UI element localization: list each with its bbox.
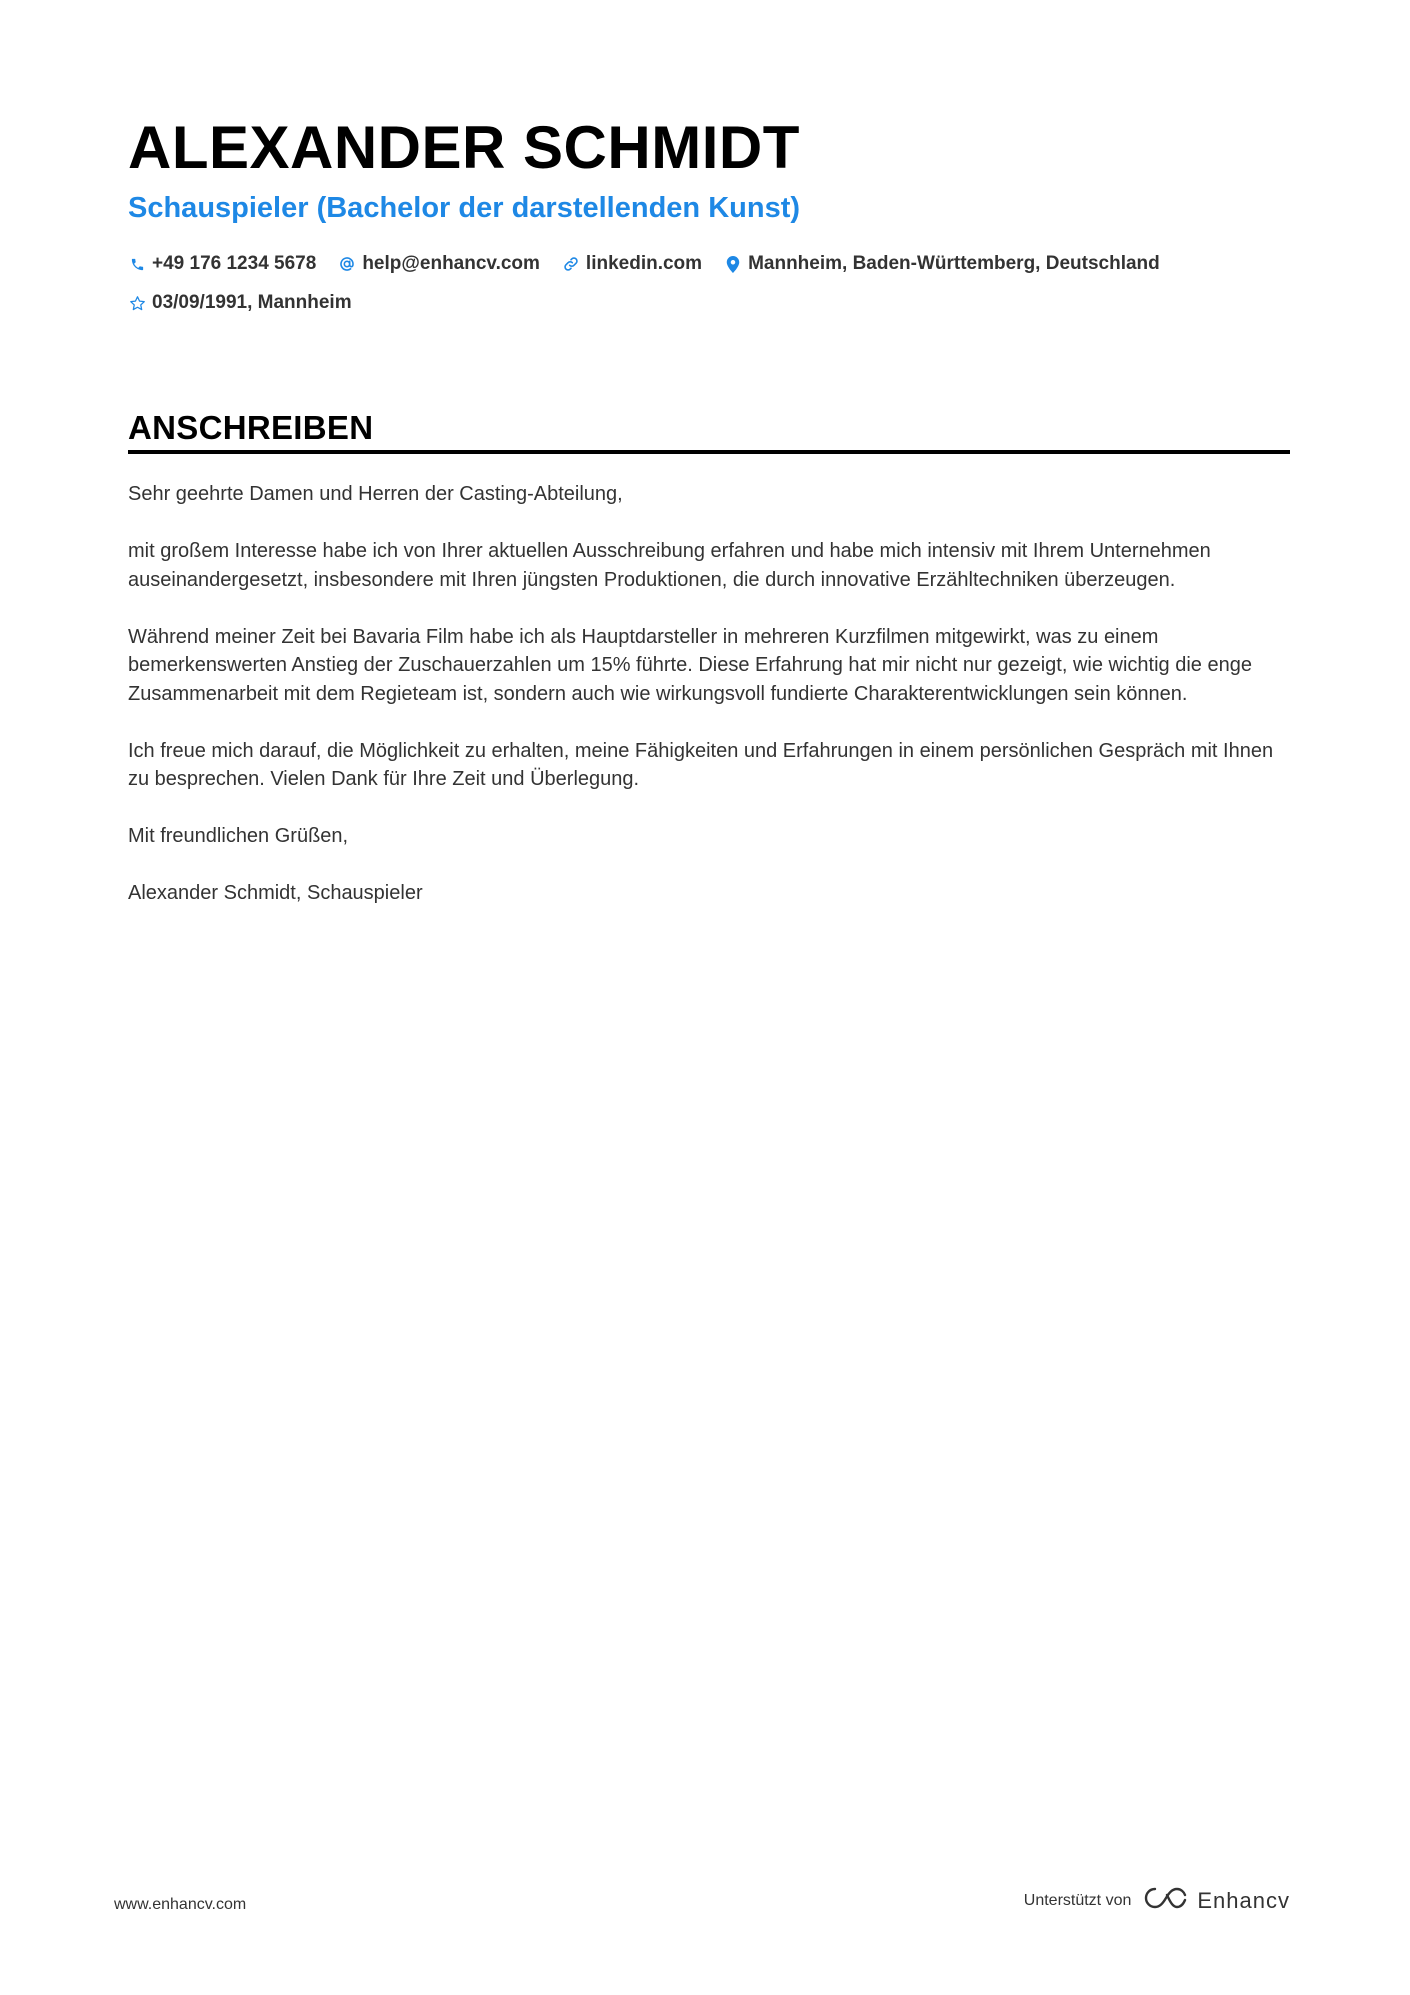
letter-paragraph: Während meiner Zeit bei Bavaria Film habe ich als Hauptdarsteller in mehreren Kurzfilmen mitgewirkt, was zu einem bemerkenswerten Anstieg der Zuschauerzahlen um 15% führte. Diese Erfahrung hat mir nicht nur gezeigt, wie wichtig die enge Zusammenarbeit mit dem Regieteam ist, sondern auch wie wirkungsvoll fundierte Charakterentwicklungen sein können. — [128, 625, 1252, 705]
applicant-title: Schauspieler (Bachelor der darstellenden Kunst) — [128, 192, 801, 224]
applicant-name: ALEXANDER SCHMIDT — [128, 114, 800, 181]
powered-by-label: Unterstützt von — [1023, 1891, 1132, 1909]
contact-phone-text: +49 176 1234 5678 — [152, 253, 317, 274]
footer-website[interactable]: www.enhancv.com — [114, 1896, 247, 1913]
contact-location — [724, 253, 1160, 275]
location-pin-icon — [724, 255, 742, 273]
letter-body — [128, 480, 1290, 936]
contact-row-secondary — [128, 292, 374, 314]
contact-birth — [128, 292, 352, 314]
section-title: ANSCHREIBEN — [128, 409, 374, 446]
enhancv-brand: Enhancv — [1197, 1887, 1290, 1913]
footer-powered-by — [1024, 1885, 1290, 1916]
star-icon — [128, 294, 146, 312]
letter-paragraph: mit großem Interesse habe ich von Ihrer aktuellen Ausschreibung erfahren und habe mich intensiv mit Ihrem Unternehmen auseinandergesetzt, insbesondere mit Ihren jüngsten Produktionen, die durch innovative Erzähltechniken überzeugen. — [128, 540, 1211, 591]
enhancv-logo-icon — [1143, 1885, 1189, 1916]
letter-salutation: Sehr geehrte Damen und Herren der Casting-Abteilung, — [128, 483, 623, 505]
contact-email-text: help@enhancv.com — [362, 253, 540, 274]
contact-email[interactable] — [338, 253, 540, 275]
contact-location-text: Mannheim, Baden-Württemberg, Deutschland — [748, 253, 1160, 274]
letter-closing: Mit freundlichen Grüßen, — [128, 825, 349, 847]
letter-signature: Alexander Schmidt, Schauspieler — [128, 882, 423, 904]
contact-row — [128, 253, 1182, 275]
link-icon — [562, 255, 580, 273]
contact-phone[interactable] — [128, 253, 316, 275]
section-divider — [128, 450, 1290, 454]
phone-icon — [128, 255, 146, 273]
contact-linkedin-text: linkedin.com — [585, 253, 703, 274]
at-icon — [338, 255, 356, 273]
contact-birth-text: 03/09/1991, Mannheim — [152, 292, 352, 313]
letter-paragraph: Ich freue mich darauf, die Möglichkeit zu erhalten, meine Fähigkeiten und Erfahrungen in einem persönlichen Gespräch mit Ihnen zu besprechen. Vielen Dank für Ihre Zeit und Überlegung. — [128, 739, 1274, 790]
contact-linkedin[interactable] — [562, 253, 702, 275]
